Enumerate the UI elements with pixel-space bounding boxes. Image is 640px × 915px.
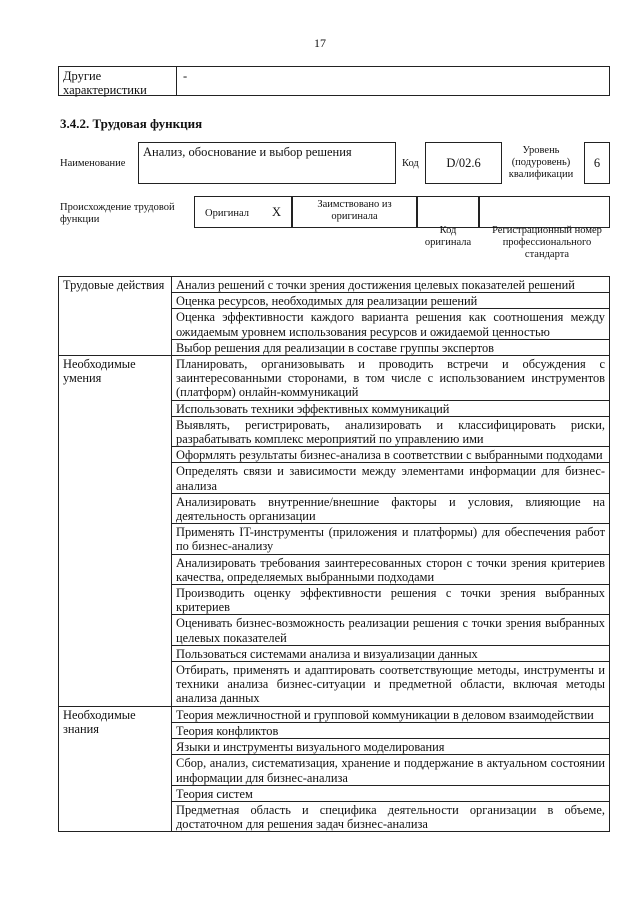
borrowed-box <box>292 196 417 228</box>
original-mark: X <box>272 205 282 219</box>
reg-number-box <box>479 196 610 228</box>
category-required-skills: Необходимые умения <box>59 356 172 707</box>
origin-label: Происхождение трудовой функции <box>60 202 175 225</box>
other-characteristics-value: - <box>183 69 188 83</box>
category-labor-actions: Трудовые действия <box>59 277 172 356</box>
table-cell: Применять IT-инструменты (приложения и платформы) для обеспечения работ по бизнес-анализу <box>172 524 610 554</box>
borrowed-label: Заимствовано из оригинала <box>317 199 392 222</box>
table-cell: Определять связи и зависимости между элементами информации для бизнес-анализа <box>172 463 610 493</box>
table-cell: Языки и инструменты визуального моделирования <box>172 739 610 755</box>
code-value: D/02.6 <box>446 156 481 170</box>
table-cell: Анализ решений с точки зрения достижения целевых показателей решений <box>172 277 610 293</box>
table-cell: Планировать, организовывать и проводить встречи и обсуждения с заинтересованными сторонами, в том числе с использованием инструментов (платформ) онлайн-коммуникаций <box>172 356 610 401</box>
name-box <box>138 142 396 184</box>
table-cell: Оценка эффективности каждого варианта решения как соотношения между ожидаемым уровнем использования ресурсов и ожидаемой ценностью <box>172 309 610 339</box>
level-box <box>584 142 610 184</box>
function-details-table <box>58 276 610 832</box>
table-cell: Теория систем <box>172 785 610 801</box>
table-cell: Выбор решения для реализации в составе группы экспертов <box>172 339 610 355</box>
table-cell: Предметная область и специфика деятельности организации в объеме, достаточном для решения задач бизнес-анализа <box>172 801 610 831</box>
table-cell: Использовать техники эффективных коммуникаций <box>172 400 610 416</box>
original-box <box>194 196 292 228</box>
table-cell: Производить оценку эффективности решения с точки зрения выбранных критериев <box>172 585 610 615</box>
reg-number-label: Регистрационный номер профессионального стандарта <box>492 225 602 260</box>
page-number: 17 <box>314 36 326 50</box>
table-cell: Оформлять результаты бизнес-анализа в соответствии с выбранными подходами <box>172 447 610 463</box>
code-label: Код <box>402 158 419 169</box>
table-cell: Теория межличностной и групповой коммуникации в деловом взаимодействии <box>172 706 610 722</box>
table-row <box>59 277 610 293</box>
table-cell: Сбор, анализ, систематизация, хранение и поддержание в актуальном состоянии информации для бизнес-анализа <box>172 755 610 785</box>
table-cell: Выявлять, регистрировать, анализировать и классифицировать риски, разрабатывать комплекс мероприятий по управлению ими <box>172 416 610 446</box>
table-cell: Отбирать, применять и адаптировать соответствующие методы, инструменты и техники анализа бизнес-ситуации и предметной области, включая методы анализа данных <box>172 662 610 707</box>
name-value: Анализ, обоснование и выбор решения <box>143 145 352 159</box>
code-original-label: Код оригинала <box>424 225 472 248</box>
code-box <box>425 142 502 184</box>
table-cell: Анализировать внутренние/внешние факторы и условия, влияющие на деятельность организации <box>172 493 610 523</box>
code-original-box <box>417 196 479 228</box>
table-row <box>59 706 610 722</box>
table-cell: Оценка ресурсов, необходимых для реализации решений <box>172 293 610 309</box>
table-cell: Оценивать бизнес-возможность реализации решения с точки зрения выбранных целевых показателей <box>172 615 610 645</box>
other-characteristics-table <box>58 66 610 96</box>
name-label: Наименование <box>60 158 126 169</box>
level-label: Уровень (подуровень) квалификации <box>508 145 574 180</box>
table-cell: Пользоваться системами анализа и визуализации данных <box>172 645 610 661</box>
table-cell: Теория конфликтов <box>172 722 610 738</box>
original-label: Оригинал <box>205 208 249 219</box>
category-required-knowledge: Необходимые знания <box>59 706 172 832</box>
table-cell: Анализировать требования заинтересованных сторон с точки зрения критериев качества, определяемых выбранными подходами <box>172 554 610 584</box>
level-value: 6 <box>593 156 601 170</box>
table-row <box>59 356 610 401</box>
other-characteristics-label: Другие характеристики <box>59 67 177 95</box>
section-title: 3.4.2. Трудовая функция <box>60 116 203 131</box>
